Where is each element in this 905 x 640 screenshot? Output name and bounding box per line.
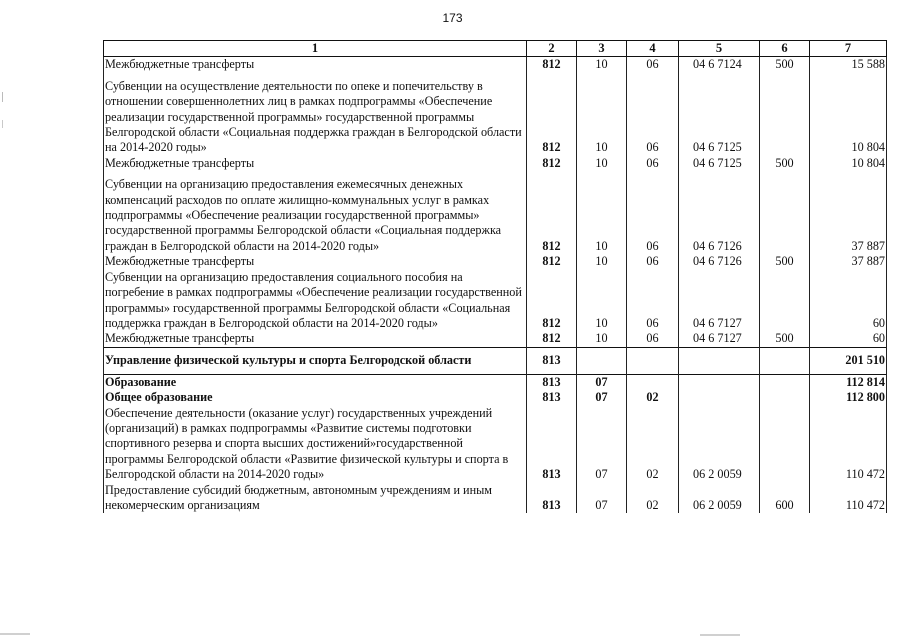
row-sum: 60 [810,331,887,347]
row-gr: 813 [527,390,577,405]
row-gr: 813 [527,347,577,374]
row-rz: 10 [577,270,627,332]
row-csr [679,374,760,390]
row-csr: 06 2 0059 [679,483,760,514]
table-row [104,156,887,171]
row-pr: 06 [627,171,679,254]
table-row [104,406,887,483]
row-sum: 110 472 [810,483,887,514]
table-row [104,171,887,254]
row-gr: 812 [527,156,577,171]
row-csr: 06 2 0059 [679,406,760,483]
row-csr: 04 6 7125 [679,156,760,171]
row-sum: 10 804 [810,156,887,171]
row-rz: 10 [577,254,627,269]
row-sum: 60 [810,270,887,332]
row-pr: 02 [627,483,679,514]
row-vr [760,347,810,374]
row-rz [577,347,627,374]
row-name: Общее образование [104,390,527,405]
row-sum: 201 510 [810,347,887,374]
row-sum: 110 472 [810,406,887,483]
row-gr: 812 [527,331,577,347]
row-vr: 600 [760,483,810,514]
row-name: Обеспечение деятельности (оказание услуг) государственных учреждений (организаций) в рамках подпрограммы «Развитие системы подготовки спортивного резерва и спорта высших достижений»государственной программы Белгородской области «Развитие физической культуры и спорта в Белгородской области на 2014-2020 годы» [104,406,527,483]
row-gr: 812 [527,254,577,269]
row-vr [760,390,810,405]
header-col-5: 5 [679,41,760,57]
row-csr [679,347,760,374]
row-rz: 07 [577,390,627,405]
row-rz: 10 [577,57,627,73]
scan-artifact [2,92,3,102]
header-col-4: 4 [627,41,679,57]
row-name: Межбюджетные трансферты [104,254,527,269]
header-col-7: 7 [810,41,887,57]
row-sum: 15 588 [810,57,887,73]
row-csr: 04 6 7126 [679,254,760,269]
row-vr [760,406,810,483]
row-gr: 812 [527,270,577,332]
row-vr: 500 [760,156,810,171]
table-row [104,331,887,347]
row-name: Субвенции на осуществление деятельности по опеке и попечительству в отношении совершеннолетних лиц в рамках подпрограммы «Обеспечение реализации государственной программы» государственной программы Белгородской области «Социальная поддержка граждан в Белгородской области на 2014-2020 годы» [104,73,527,156]
row-csr [679,390,760,405]
header-col-1: 1 [104,41,527,57]
table-row-subsection [104,390,887,405]
header-col-3: 3 [577,41,627,57]
table-row [104,73,887,156]
header-col-6: 6 [760,41,810,57]
row-gr: 813 [527,406,577,483]
row-sum: 37 887 [810,171,887,254]
row-vr: 500 [760,331,810,347]
row-name: Субвенции на организацию предоставления социального пособия на погребение в рамках подпрограммы «Обеспечение реализации государственной программы» государственной программы Белгородской области «Социальная поддержка граждан в Белгородской области на 2014-2020 годы» [104,270,527,332]
row-name: Межбюджетные трансферты [104,57,527,73]
row-name: Управление физической культуры и спорта Белгородской области [104,347,527,374]
row-vr [760,73,810,156]
row-rz: 10 [577,156,627,171]
row-pr [627,374,679,390]
row-pr [627,347,679,374]
row-gr: 812 [527,171,577,254]
row-rz: 10 [577,73,627,156]
row-sum: 112 814 [810,374,887,390]
row-csr: 04 6 7125 [679,73,760,156]
scan-artifact [0,633,30,635]
row-pr: 06 [627,331,679,347]
row-gr: 812 [527,73,577,156]
row-vr: 500 [760,254,810,269]
row-pr: 06 [627,57,679,73]
page-number: 173 [442,11,463,25]
row-rz: 07 [577,374,627,390]
row-name: Предоставление субсидий бюджетным, автономным учреждениям и иным некомерческим организациям [104,483,527,514]
row-name: Образование [104,374,527,390]
row-sum: 10 804 [810,73,887,156]
row-pr: 02 [627,406,679,483]
row-csr: 04 6 7126 [679,171,760,254]
table-header-row [104,41,887,57]
row-pr: 06 [627,270,679,332]
table-row-section [104,374,887,390]
header-col-2: 2 [527,41,577,57]
row-csr: 04 6 7127 [679,270,760,332]
row-pr: 06 [627,254,679,269]
row-gr: 813 [527,483,577,514]
row-sum: 37 887 [810,254,887,269]
row-pr: 06 [627,73,679,156]
row-name: Межбюджетные трансферты [104,156,527,171]
budget-table [103,40,887,513]
table-row [104,483,887,514]
table-row [104,254,887,269]
row-vr [760,374,810,390]
row-gr: 813 [527,374,577,390]
table-row [104,270,887,332]
row-gr: 812 [527,57,577,73]
row-csr: 04 6 7127 [679,331,760,347]
row-pr: 02 [627,390,679,405]
row-rz: 07 [577,406,627,483]
row-vr: 500 [760,57,810,73]
row-sum: 112 800 [810,390,887,405]
row-csr: 04 6 7124 [679,57,760,73]
row-vr [760,270,810,332]
table-row [104,57,887,73]
row-rz: 10 [577,171,627,254]
row-name: Субвенции на организацию предоставления ежемесячных денежных компенсаций расходов по оплате жилищно-коммунальных услуг в рамках подпрограммы «Обеспечение реализации государственной программы» государственной программы Белгородской области «Социальная поддержка граждан в Белгородской области на 2014-2020 годы» [104,171,527,254]
row-name: Межбюджетные трансферты [104,331,527,347]
row-rz: 10 [577,331,627,347]
row-rz: 07 [577,483,627,514]
row-vr [760,171,810,254]
scan-artifact [700,634,740,636]
table-row-department [104,347,887,374]
scan-artifact [2,120,3,128]
row-pr: 06 [627,156,679,171]
